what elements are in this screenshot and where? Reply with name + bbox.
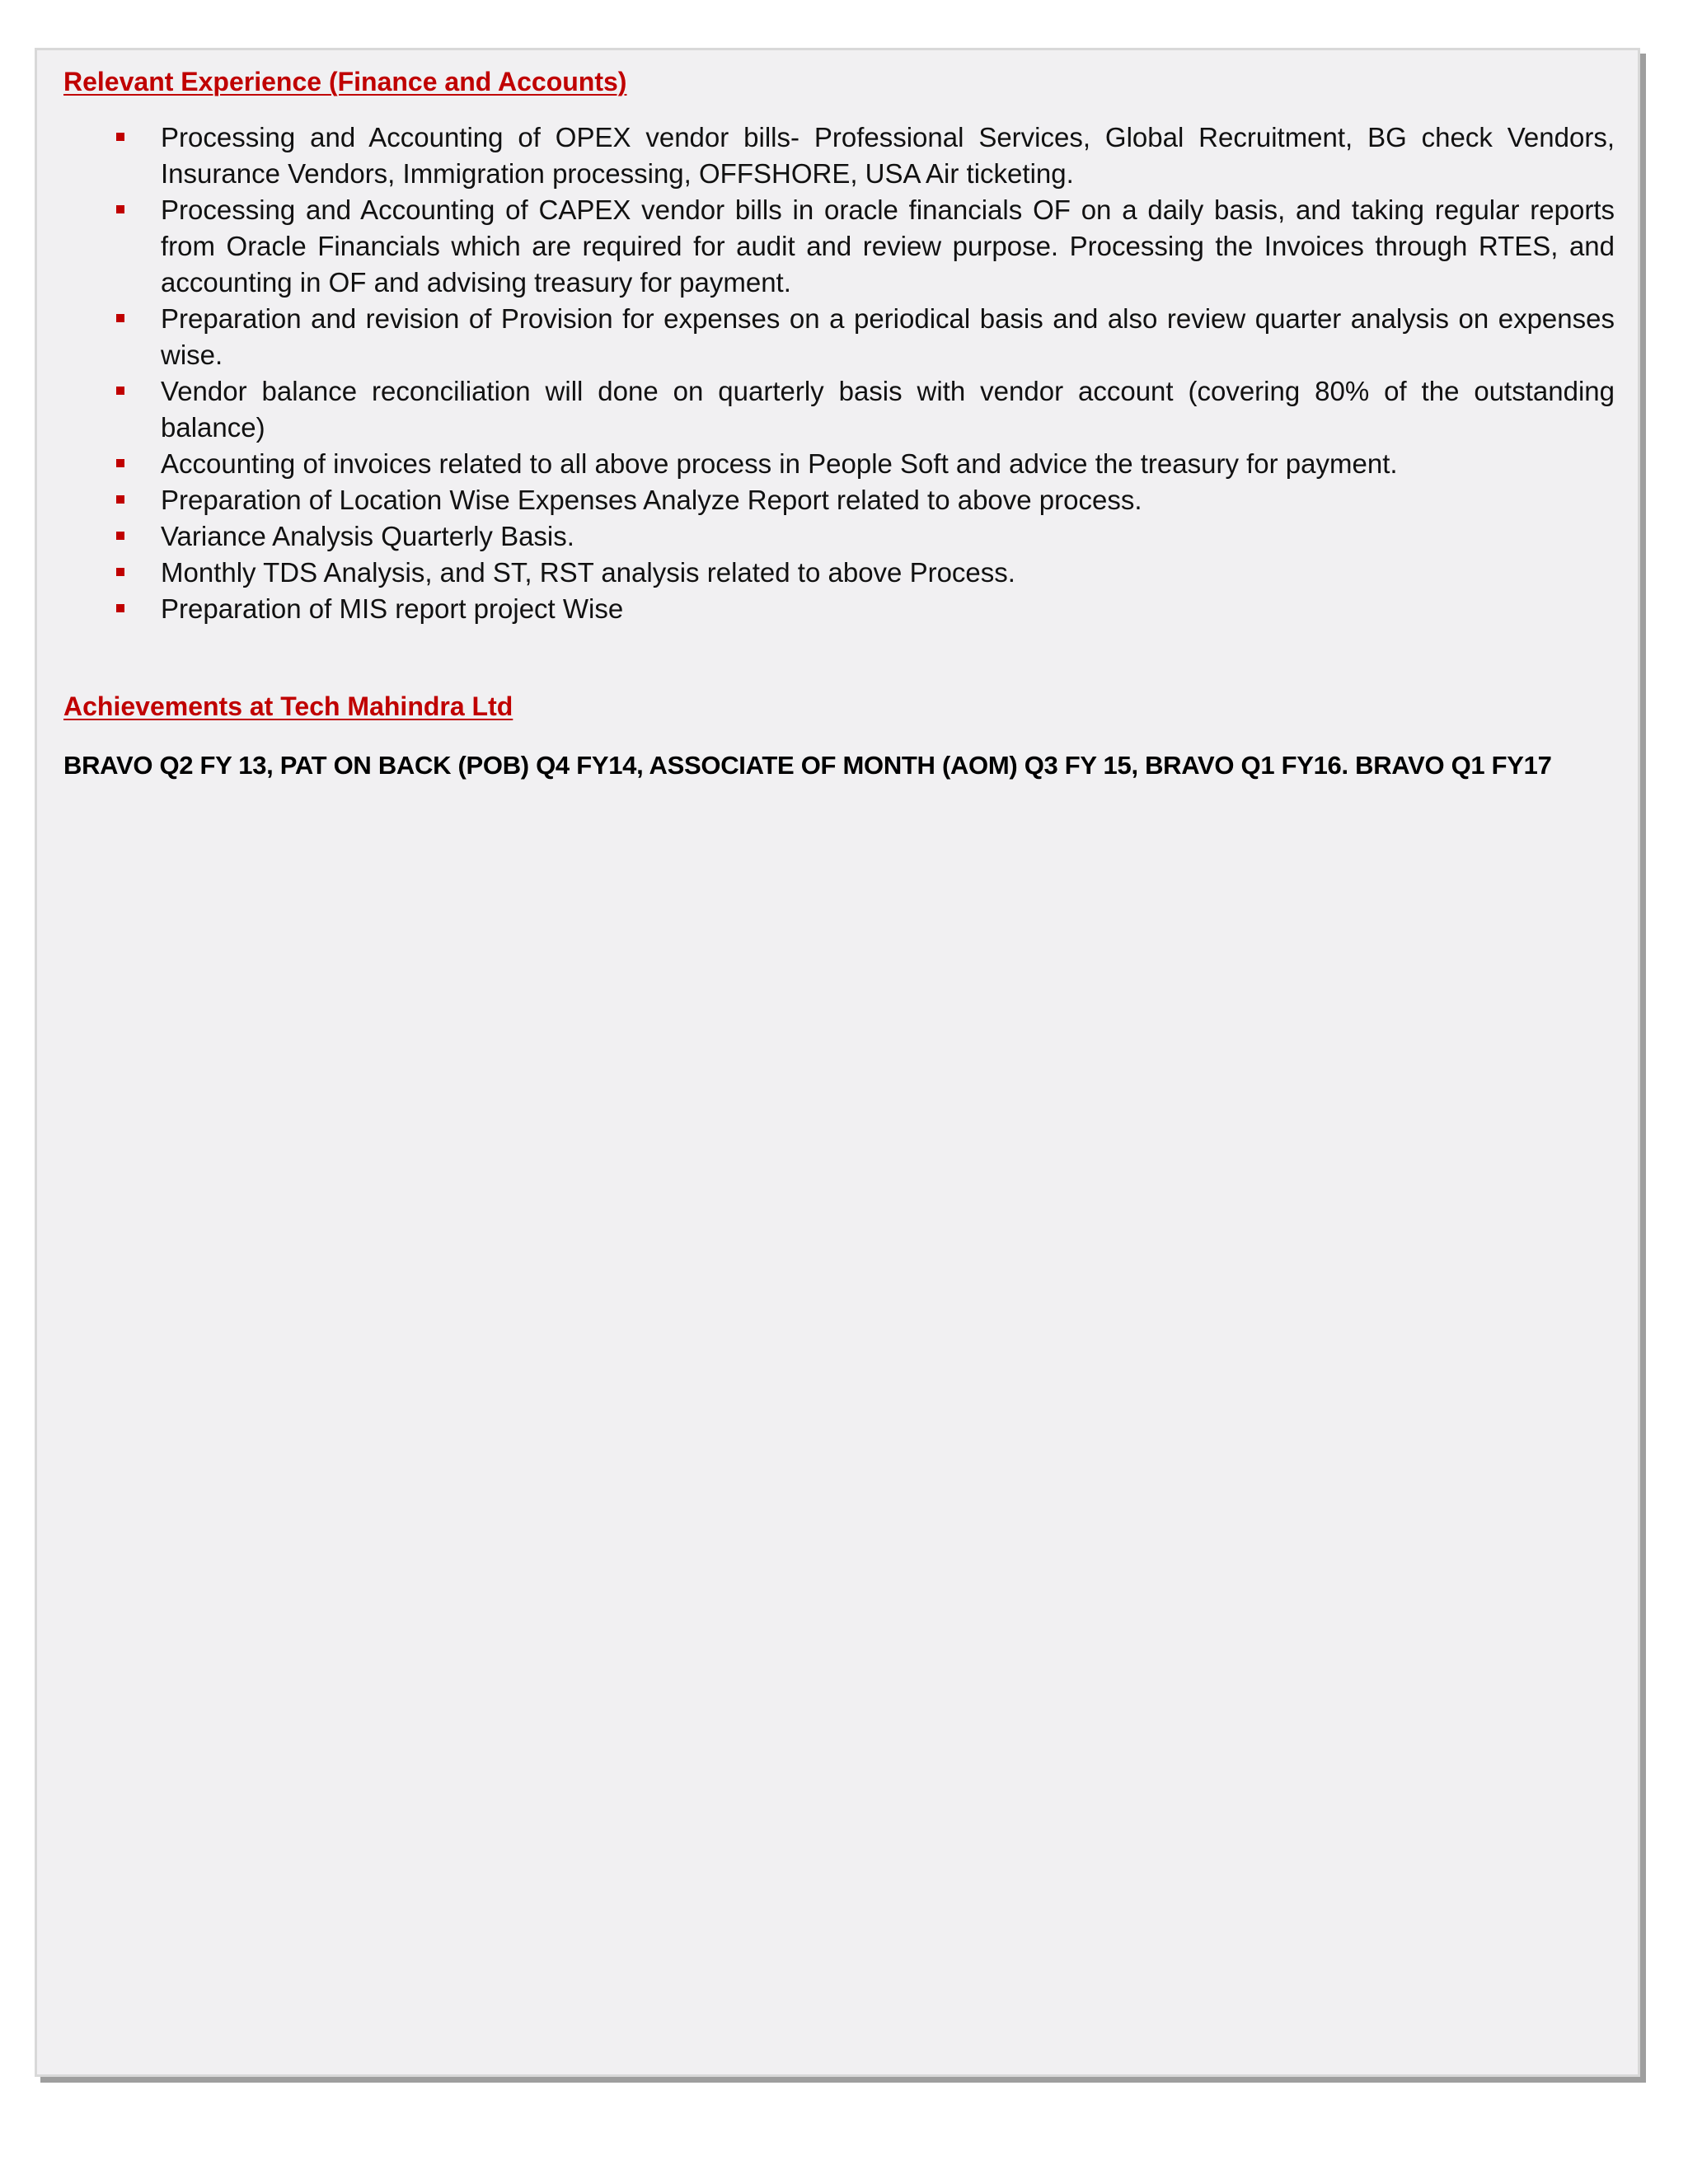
list-item-text: Vendor balance reconciliation will done on quarterly basis with vendor account (covering 80% of the outstanding balance) — [161, 376, 1615, 443]
list-item — [63, 555, 1615, 591]
square-bullet-icon — [116, 568, 124, 576]
square-bullet-icon — [116, 459, 124, 467]
square-bullet-icon — [116, 532, 124, 540]
list-item-text: Preparation of MIS report project Wise — [161, 593, 624, 624]
square-bullet-icon — [116, 604, 124, 612]
list-item-text: Processing and Accounting of OPEX vendor bills- Professional Services, Global Recruitment, BG check Vendors, Insurance Vendors, Immigration processing, OFFSHORE, USA Air ticketing. — [161, 122, 1615, 189]
list-item-text: Monthly TDS Analysis, and ST, RST analysis related to above Process. — [161, 557, 1015, 588]
experience-list — [63, 120, 1615, 627]
achievements-text: BRAVO Q2 FY 13, PAT ON BACK (POB) Q4 FY14, ASSOCIATE OF MONTH (AOM) Q3 FY 15, BRAVO Q1 FY16. BRAVO Q1 FY17 — [63, 751, 1552, 780]
square-bullet-icon — [116, 205, 124, 213]
list-item-text: Preparation and revision of Provision for expenses on a periodical basis and also review quarter analysis on expenses wise. — [161, 303, 1615, 370]
list-item-text: Preparation of Location Wise Expenses Analyze Report related to above process. — [161, 485, 1142, 515]
list-item — [63, 518, 1615, 555]
square-bullet-icon — [116, 495, 124, 504]
list-item — [63, 120, 1615, 192]
list-item — [63, 373, 1615, 446]
page-content — [63, 63, 1615, 784]
list-item-text: Processing and Accounting of CAPEX vendor bills in oracle financials OF on a daily basis, and taking regular reports from Oracle Financials which are required for audit and review purpose. Processing the Invoices through RTES, and accounting in OF and advising treasury for payment. — [161, 194, 1615, 298]
list-item-text: Variance Analysis Quarterly Basis. — [161, 521, 574, 551]
achievements-section — [63, 688, 1615, 784]
square-bullet-icon — [116, 133, 124, 141]
list-item-text: Accounting of invoices related to all above process in People Soft and advice the treasury for payment. — [161, 448, 1398, 479]
list-item — [63, 482, 1615, 518]
list-item — [63, 301, 1615, 373]
experience-heading: Relevant Experience (Finance and Accounts) — [63, 67, 627, 96]
square-bullet-icon — [116, 314, 124, 322]
list-item — [63, 446, 1615, 482]
experience-section — [63, 63, 1615, 627]
list-item — [63, 192, 1615, 301]
achievements-heading: Achievements at Tech Mahindra Ltd — [63, 691, 513, 721]
square-bullet-icon — [116, 387, 124, 395]
list-item — [63, 591, 1615, 627]
resume-page — [35, 48, 1640, 2077]
